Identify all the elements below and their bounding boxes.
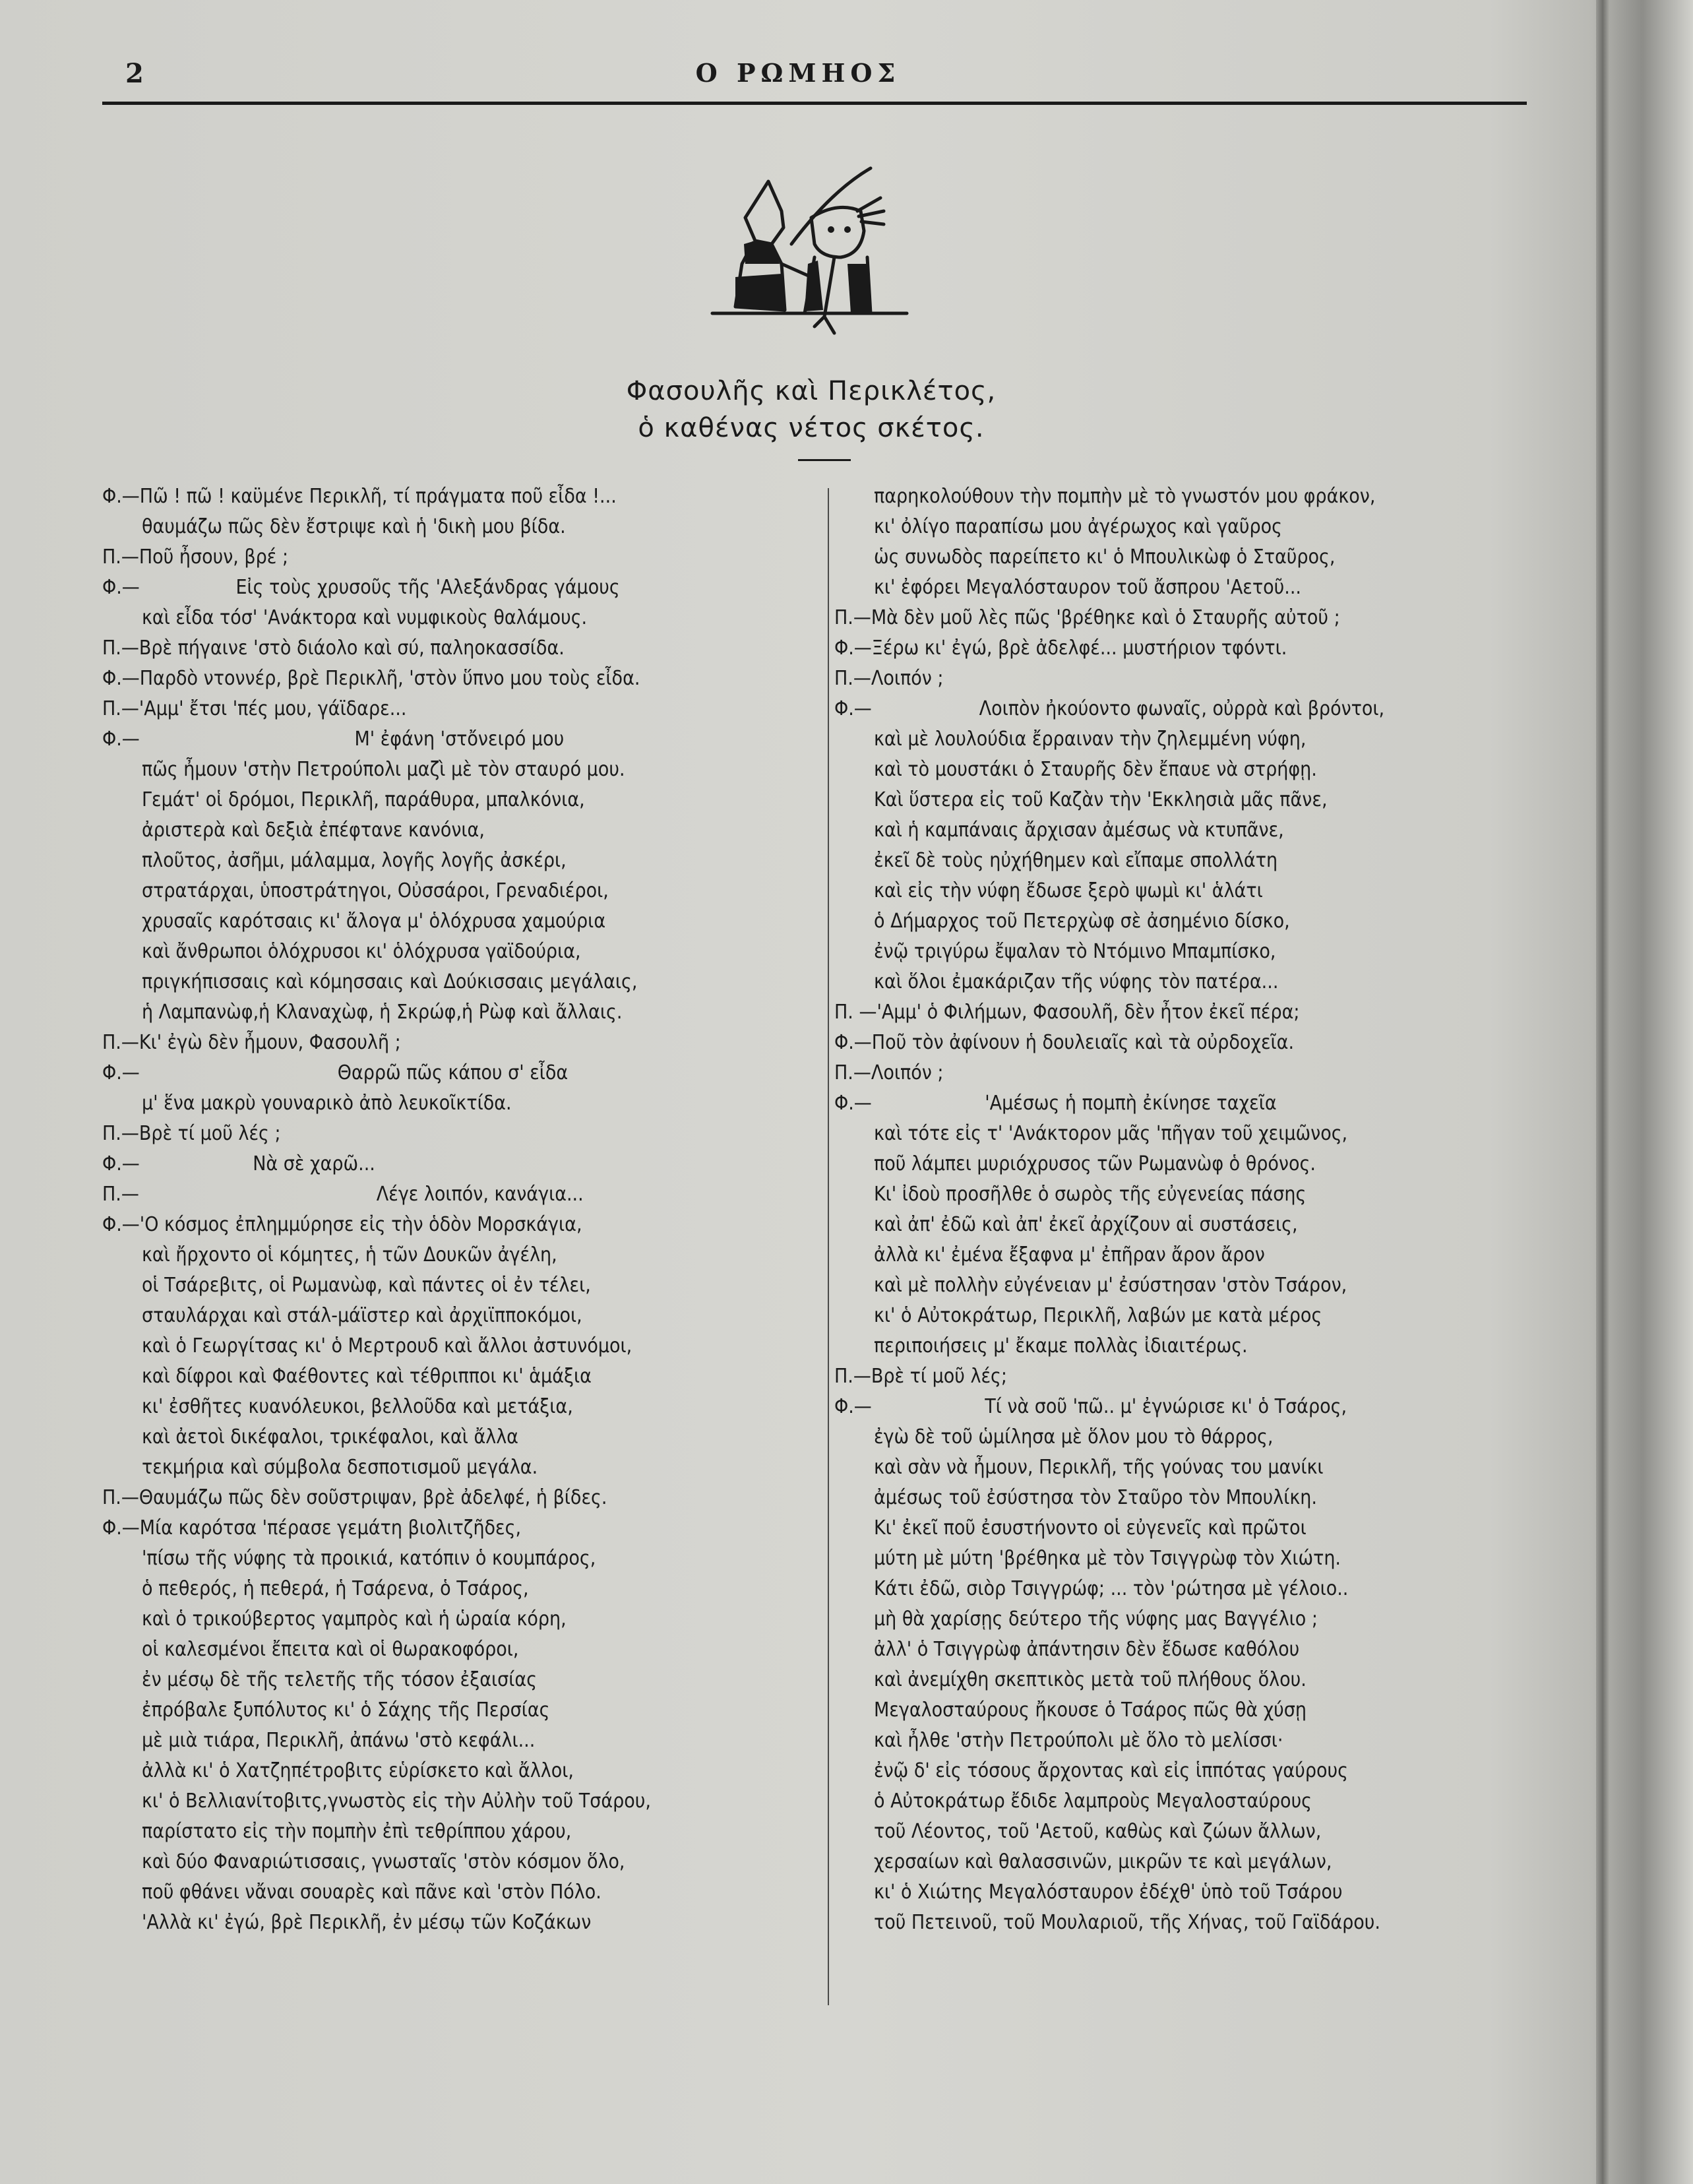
verse-line: Φ.— Εἰς τοὺς χρυσοῦς τῆς 'Αλεξάνδρας γάμους — [102, 576, 620, 599]
verse-line: 'Αλλὰ κι' ἐγώ, βρὲ Περικλῆ, ἐν μέσῳ τῶν Κοζάκων — [102, 1911, 592, 1934]
verse-line: κι' ἐσθῆτες κυανόλευκοι, βελλοῦδα καὶ μετάξια, — [102, 1395, 573, 1418]
verse-line: Φ.— Νὰ σὲ χαρῶ... — [102, 1152, 375, 1175]
verse-line: καὶ εἰς τὴν νύφη ἔδωσε ξερὸ ψωμὶ κι' ἁλάτι — [834, 879, 1263, 902]
verse-line: Κάτι ἐδῶ, σιὸρ Τσιγγρώφ; ... τὸν 'ρώτησα μὲ γέλοιο.. — [834, 1577, 1349, 1600]
verse-line: καὶ δίφροι καὶ Φαέθοντες καὶ τέθριπποι κι' ἁμάξια — [102, 1365, 592, 1388]
verse-line: κι' ὁ Χιώτης Μεγαλόσταυρον ἐδέχθ' ὑπὸ τοῦ Τσάρου — [834, 1881, 1343, 1904]
verse-line: οἱ καλεσμένοι ἔπειτα καὶ οἱ θωρακοφόροι, — [102, 1638, 519, 1661]
verse-line: σταυλάρχαι καὶ στάλ-μάϊστερ καὶ ἀρχιϊπποκόμοι, — [102, 1304, 582, 1327]
verse-line: Φ.— Λοιπὸν ἠκούοντο φωναῖς, οὐρρὰ καὶ βρόντοι, — [834, 697, 1385, 720]
verse-line: καὶ ἦλθε 'στὴν Πετρούπολι μὲ ὅλο τὸ μελίσσι· — [834, 1729, 1283, 1752]
verse-line: ἀλλ' ὁ Τσιγγρὼφ ἀπάντησιν δὲν ἔδωσε καθόλου — [834, 1638, 1300, 1661]
verse-line: καὶ ὅλοι ἐμακάριζαν τῆς νύφης τὸν πατέρα... — [834, 970, 1279, 993]
verse-line: ἀλλὰ κι' ὁ Χατζηπέτροβιτς εὑρίσκετο καὶ ἄλλοι, — [102, 1759, 574, 1782]
verse-line: μύτη μὲ μύτη 'βρέθηκα μὲ τὸν Τσιγγρὼφ τὸν Χιώτη. — [834, 1547, 1341, 1570]
verse-line: ἀμέσως τοῦ ἐσύστησα τὸν Σταῦρο τὸν Μπουλίκη. — [834, 1486, 1317, 1509]
verse-line: ποῦ λάμπει μυριόχρυσος τῶν Ρωμανὼφ ὁ θρόνος. — [834, 1152, 1316, 1175]
right-column — [834, 482, 1540, 1938]
verse-line: μὴ θὰ χαρίσῃς δεύτερο τῆς νύφης μας Βαγγέλιο ; — [834, 1607, 1318, 1631]
verse-line: πῶς ἦμουν 'στὴν Πετρούπολι μαζὶ μὲ τὸν σταυρό μου. — [102, 758, 625, 781]
verse-line: Μεγαλοσταύρους ἤκουσε ὁ Τσάρος πῶς θὰ χύσῃ — [834, 1699, 1307, 1722]
page-gutter-shadow — [1596, 0, 1609, 2184]
verse-line: Π.—Βρὲ τί μοῦ λές; — [834, 1365, 1007, 1388]
verse-line: Κι' ἐκεῖ ποῦ ἐσυστήνοντο οἱ εὐγενεῖς καὶ πρῶτοι — [834, 1516, 1307, 1540]
verse-line: ἐγὼ δὲ τοῦ ὡμίλησα μὲ ὅλον μου τὸ θάρρος, — [834, 1425, 1274, 1449]
verse-line: καὶ ἡ καμπάναις ἄρχισαν ἀμέσως νὰ κτυπᾶνε, — [834, 819, 1284, 842]
verse-line: καὶ εἶδα τόσ' 'Ανάκτορα καὶ νυμφικοὺς θαλάμους. — [102, 606, 588, 629]
article-title: Φασουλῆς καὶ Περικλέτος, — [626, 376, 997, 406]
verse-line: παρηκολούθουν τὴν πομπὴν μὲ τὸ γνωστόν μου φράκον, — [834, 485, 1376, 508]
verse-line: Καὶ ὕστερα εἰς τοῦ Καζὰν τὴν 'Εκκλησιὰ μᾶς πᾶνε, — [834, 788, 1328, 811]
verse-line: πλοῦτος, ἀσῆμι, μάλαμμα, λογῆς λογῆς ἀσκέρι, — [102, 849, 567, 872]
verse-line: ἀλλὰ κι' ἐμένα ἔξαφνα μ' ἐπῆραν ἄρον ἄρον — [834, 1243, 1265, 1266]
verse-line: χερσαίων καὶ θαλασσινῶν, μικρῶν τε καὶ μεγάλων, — [834, 1850, 1332, 1873]
verse-line: τεκμήρια καὶ σύμβολα δεσποτισμοῦ μεγάλα. — [102, 1456, 538, 1479]
verse-line: Φ.—Πῶ ! πῶ ! καϋμένε Περικλῆ, τί πράγματα ποῦ εἶδα !... — [102, 485, 617, 508]
verse-line: μ' ἕνα μακρὺ γουναρικὸ ἀπὸ λευκοῖκτίδα. — [102, 1092, 512, 1115]
verse-line: Π.—Λοιπόν ; — [834, 1061, 944, 1084]
verse-line: τοῦ Πετεινοῦ, τοῦ Μουλαριοῦ, τῆς Χήνας, τοῦ Γαϊδάρου. — [834, 1911, 1380, 1934]
verse-line: Π.—Λοιπόν ; — [834, 667, 944, 690]
left-column — [102, 482, 808, 1938]
verse-line: καὶ ὁ Γεωργίτσας κι' ὁ Μερτρουδ καὶ ἄλλοι ἀστυνόμοι, — [102, 1334, 632, 1357]
verse-line: Φ.— 'Αμέσως ἡ πομπὴ ἐκίνησε ταχεῖα — [834, 1092, 1277, 1115]
verse-line: Π. —'Αμμ' ὁ Φιλήμων, Φασουλῆ, δὲν ἦτον ἐκεῖ πέρα; — [834, 1001, 1300, 1024]
verse-line: Π.— Λέγε λοιπόν, κανάγια... — [102, 1183, 584, 1206]
verse-line: ὁ πεθερός, ἡ πεθερά, ἡ Τσάρενα, ὁ Τσάρος, — [102, 1577, 529, 1600]
verse-line: καὶ μὲ πολλὴν εὐγένειαν μ' ἐσύστησαν 'στὸν Τσάρον, — [834, 1274, 1347, 1297]
verse-line: καὶ ὁ τρικούβερτος γαμπρὸς καὶ ἡ ὡραία κόρη, — [102, 1607, 567, 1631]
masthead: Ο ΡΩΜΗΟΣ — [695, 58, 901, 88]
verse-line: Π.—Βρὲ τί μοῦ λές ; — [102, 1122, 281, 1145]
verse-line: καὶ τὸ μουστάκι ὁ Σταυρῆς δὲν ἔπαυε νὰ στρήφῃ. — [834, 758, 1317, 781]
verse-line: 'πίσω τῆς νύφης τὰ προικιά, κατόπιν ὁ κουμπάρος, — [102, 1547, 596, 1570]
verse-line: Π.—'Αμμ' ἔτσι 'πές μου, γάϊδαρε... — [102, 697, 407, 720]
verse-line: ἐνῷ τριγύρω ἔψαλαν τὸ Ντόμινο Μπαμπίσκο, — [834, 940, 1276, 963]
verse-line: κι' ἐφόρει Μεγαλόσταυρον τοῦ ἄσπρου 'Αετοῦ... — [834, 576, 1301, 599]
header-rule — [102, 102, 1527, 105]
verse-line: κι' ὁ Βελλιανίτοβιτς,γνωστὸς εἰς τὴν Αὐλὴν τοῦ Τσάρου, — [102, 1790, 651, 1813]
verse-line: Φ.—Ξέρω κι' ἐγώ, βρὲ ἀδελφέ... μυστήριον τφόντι. — [834, 637, 1287, 660]
verse-line: Κι' ἰδοὺ προσῆλθε ὁ σωρὸς τῆς εὐγενείας πάσης — [834, 1183, 1307, 1206]
verse-line: καὶ ἄνθρωποι ὁλόχρυσοι κι' ὁλόχρυσα γαϊδούρια, — [102, 940, 581, 963]
verse-line: ποῦ φθάνει νἄναι σουαρὲς καὶ πᾶνε καὶ 'στὸν Πόλο. — [102, 1881, 601, 1904]
verse-line: στρατάρχαι, ὑποστράτηγοι, Οὐσσάροι, Γρεναδιέροι, — [102, 879, 609, 902]
cartoon-illustration — [706, 165, 917, 356]
verse-line: Π.—Ποῦ ἦσουν, βρέ ; — [102, 546, 289, 569]
verse-line: καὶ δύο Φαναριώτισσαις, γνωσταῖς 'στὸν κόσμον ὅλο, — [102, 1850, 625, 1873]
verse-line: καὶ σὰν νὰ ἦμουν, Περικλῆ, τῆς γούνας του μανίκι — [834, 1456, 1324, 1479]
article-subtitle: ὁ καθένας νέτος σκέτος. — [638, 413, 985, 443]
column-divider — [828, 488, 829, 2005]
title-rule — [798, 459, 851, 461]
verse-line: κι' ὀλίγο παραπίσω μου ἀγέρωχος καὶ γαῦρος — [834, 515, 1282, 538]
verse-line: κι' ὁ Αὐτοκράτωρ, Περικλῆ, λαβών με κατὰ μέρος — [834, 1304, 1322, 1327]
verse-line: ἡ Λαμπανὼφ,ἡ Κλαναχὼφ, ἡ Σκρώφ,ἡ Ρὼφ καὶ ἄλλαις. — [102, 1001, 623, 1024]
verse-line: Φ.— Μ' ἐφάνη 'στὄνειρό μου — [102, 728, 565, 751]
verse-line: θαυμάζω πῶς δὲν ἔστριψε καὶ ἡ 'δικὴ μου βίδα. — [102, 515, 566, 538]
verse-line: ἐκεῖ δὲ τοὺς ηὐχήθημεν καὶ εἴπαμε σπολλάτη — [834, 849, 1278, 872]
verse-line: Π.—Κι' ἐγὼ δὲν ἦμουν, Φασουλῆ ; — [102, 1031, 401, 1054]
verse-line: ἐπρόβαλε ξυπόλυτος κι' ὁ Σάχης τῆς Περσίας — [102, 1699, 550, 1722]
verse-line: καὶ ἤρχοντο οἱ κόμητες, ἡ τῶν Δουκῶν ἀγέλη, — [102, 1243, 557, 1266]
verse-line: καὶ μὲ λουλούδια ἔρραιναν τὴν ζηλεμμένη νύφη, — [834, 728, 1307, 751]
verse-line: ὁ Δήμαρχος τοῦ Πετερχὼφ σὲ ἀσημένιο δίσκο, — [834, 910, 1290, 933]
verse-line: ἀριστερὰ καὶ δεξιὰ ἐπέφτανε κανόνια, — [102, 819, 485, 842]
verse-line: ἐν μέσῳ δὲ τῆς τελετῆς τῆς τόσον ἐξαισίας — [102, 1668, 538, 1691]
verse-line: περιποιήσεις μ' ἔκαμε πολλὰς ἰδιαιτέρως. — [834, 1334, 1248, 1357]
verse-line: Φ.— Τί νὰ σοῦ 'πῶ.. μ' ἐγνώρισε κι' ὁ Τσάρος, — [834, 1395, 1347, 1418]
verse-line: ὁ Αὐτοκράτωρ ἔδιδε λαμπροὺς Μεγαλοσταύρους — [834, 1790, 1312, 1813]
verse-line: καὶ ἀπ' ἐδῶ καὶ ἀπ' ἐκεῖ ἀρχίζουν αἱ συστάσεις, — [834, 1213, 1298, 1236]
verse-line: χρυσαῖς καρότσαις κι' ἄλογα μ' ὁλόχρυσα χαμούρια — [102, 910, 606, 933]
verse-line: Φ.—Μία καρότσα 'πέρασε γεμάτη βιολιτζῆδες, — [102, 1516, 522, 1540]
verse-line: Φ.— Θαρρῶ πῶς κάπου σ' εἶδα — [102, 1061, 569, 1084]
verse-line: ὡς συνωδὸς παρείπετο κι' ὁ Μπουλικὼφ ὁ Σταῦρος, — [834, 546, 1336, 569]
page-number: 2 — [125, 58, 144, 89]
verse-line: παρίστατο εἰς τὴν πομπὴν ἐπὶ τεθρίππου χάρου, — [102, 1820, 572, 1843]
verse-line: καὶ ἀνεμίχθη σκεπτικὸς μετὰ τοῦ πλήθους ὅλου. — [834, 1668, 1307, 1691]
verse-line: ἐνῷ δ' εἰς τόσους ἄρχοντας καὶ εἰς ἱππότας γαύρους — [834, 1759, 1348, 1782]
verse-line: οἱ Τσάρεβιτς, οἱ Ρωμανὼφ, καὶ πάντες οἱ ἐν τέλει, — [102, 1274, 591, 1297]
verse-line: πριγκήπισσαις καὶ κόμησσαις καὶ Δούκισσαις μεγάλαις, — [102, 970, 638, 993]
verse-line: μὲ μιὰ τιάρα, Περικλῆ, ἀπάνω 'στὸ κεφάλι... — [102, 1729, 536, 1752]
verse-line: Φ.—Ποῦ τὸν ἀφίνουν ἡ δουλειαῖς καὶ τὰ οὐρδοχεῖα. — [834, 1031, 1295, 1054]
verse-line: Φ.—Παρδὸ ντοννέρ, βρὲ Περικλῆ, 'στὸν ὕπνο μου τοὺς εἶδα. — [102, 667, 640, 690]
verse-line: Π.—Βρὲ πήγαινε 'στὸ διάολο καὶ σύ, παληοκασσίδα. — [102, 637, 565, 660]
verse-line: Γεμάτ' οἱ δρόμοι, Περικλῆ, παράθυρα, μπαλκόνια, — [102, 788, 585, 811]
verse-line: Φ.—'Ο κόσμος ἐπλημμύρησε εἰς τὴν ὁδὸν Μορσκάγια, — [102, 1213, 582, 1236]
verse-line: Π.—Θαυμάζω πῶς δὲν σοῦστριψαν, βρὲ ἀδελφέ, ἡ βίδες. — [102, 1486, 607, 1509]
verse-line: καὶ ἀετοὶ δικέφαλοι, τρικέφαλοι, καὶ ἄλλα — [102, 1425, 518, 1449]
verse-line: Π.—Μὰ δὲν μοῦ λὲς πῶς 'βρέθηκε καὶ ὁ Σταυρῆς αὐτοῦ ; — [834, 606, 1340, 629]
verse-line: τοῦ Λέοντος, τοῦ 'Αετοῦ, καθὼς καὶ ζώων ἄλλων, — [834, 1820, 1322, 1843]
verse-line: καὶ τότε εἰς τ' 'Ανάκτορον μᾶς 'πῆγαν τοῦ χειμῶνος, — [834, 1122, 1348, 1145]
